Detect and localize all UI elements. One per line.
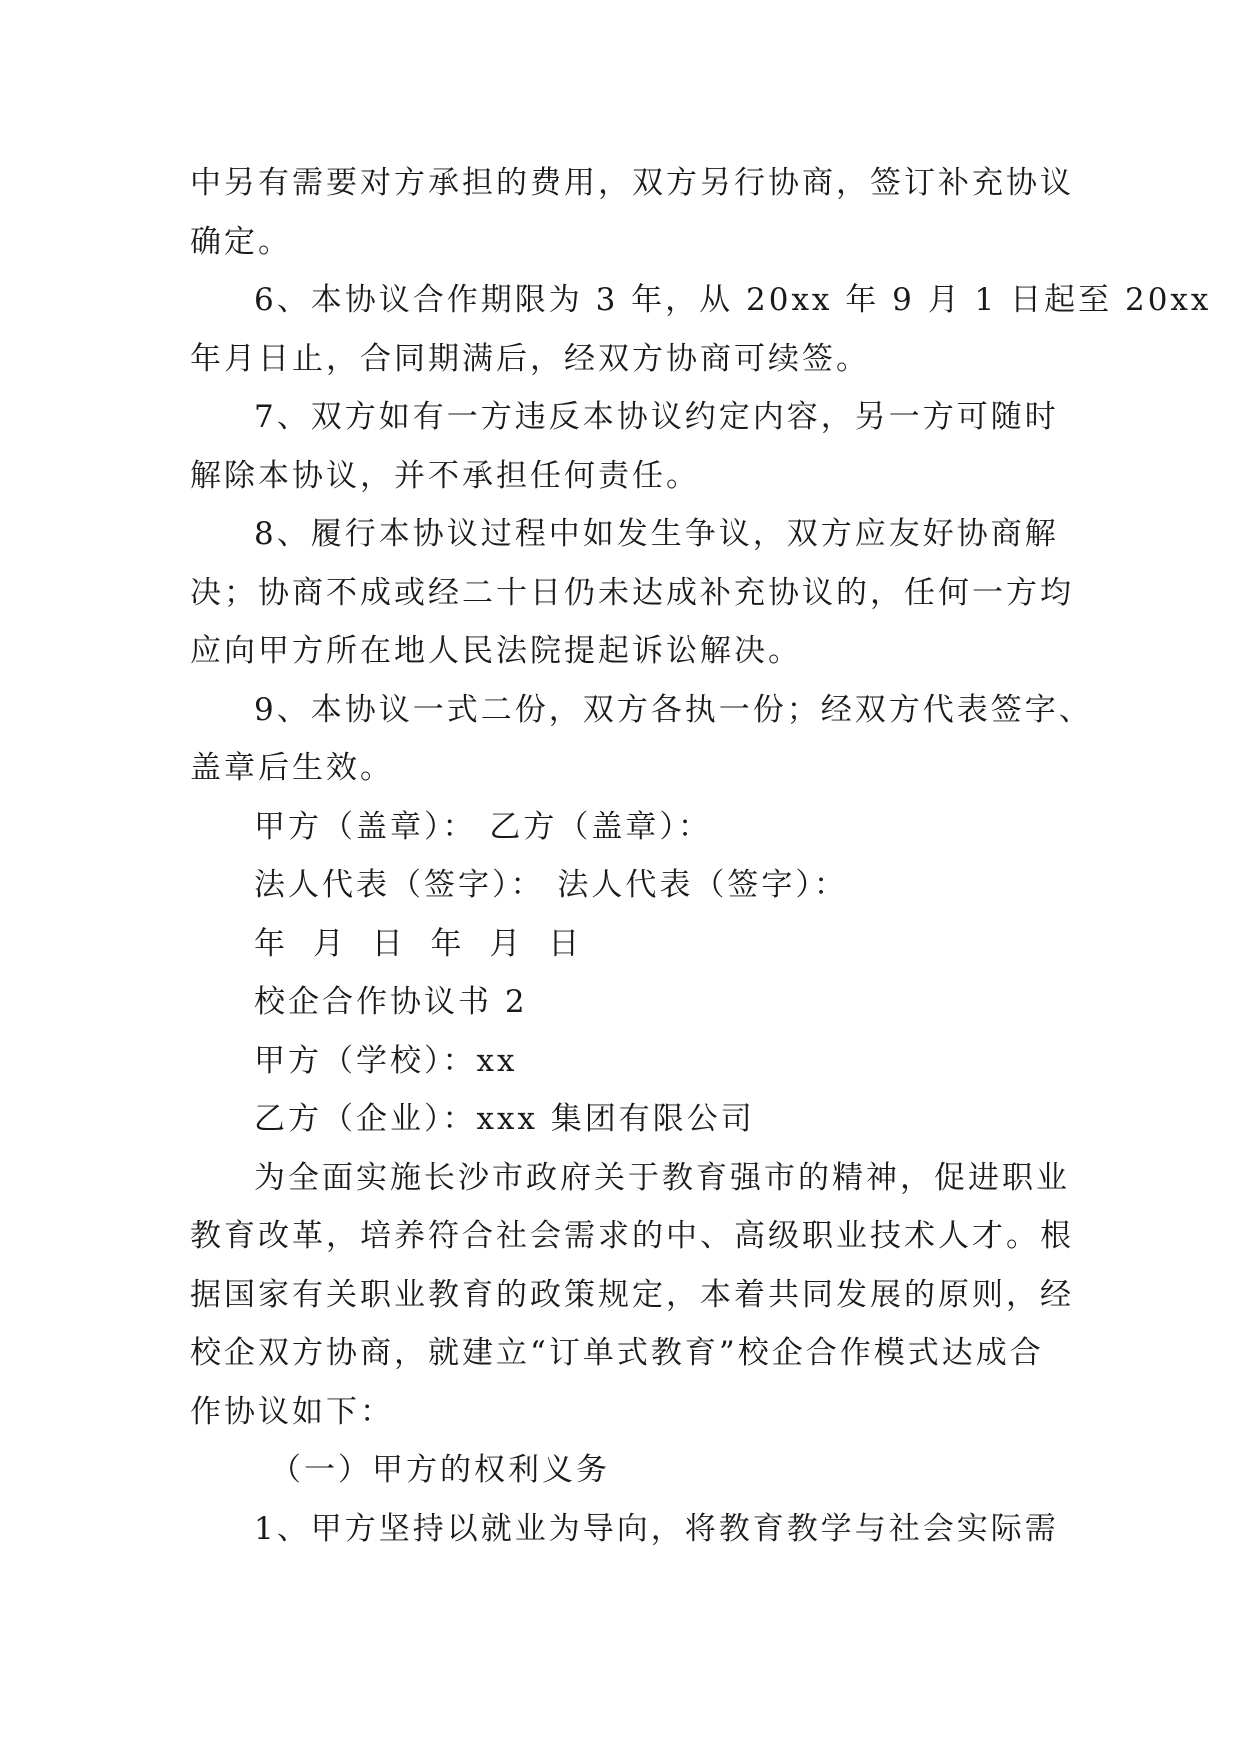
- document-body: [190, 154, 1212, 1558]
- clause-1: 1、甲方坚持以就业为导向，将教育教学与社会实际需: [254, 1510, 1059, 1547]
- text-line: 中另有需要对方承担的费用，双方另行协商，签订补充协议: [190, 165, 1074, 201]
- text-line: 解除本协议，并不承担任何责任。: [190, 457, 700, 494]
- preamble: 为全面实施长沙市政府关于教育强市的精神，促进职业: [254, 1159, 1070, 1196]
- clause-8: 8、履行本协议过程中如发生争议，双方应友好协商解: [254, 516, 1059, 552]
- text-line: 作协议如下：: [190, 1393, 394, 1430]
- signature-line: 法人代表（签字）： 法人代表（签字）：: [254, 867, 848, 903]
- party-a: 甲方（学校）：xx: [254, 1042, 518, 1079]
- section-title: 校企合作协议书 2: [254, 984, 528, 1020]
- text-line: 教育改革，培养符合社会需求的中、高级职业技术人才。根: [190, 1218, 1074, 1254]
- text-line: 盖章后生效。: [190, 750, 394, 786]
- text-line: 应向甲方所在地人民法院提起诉讼解决。: [190, 633, 802, 669]
- subsection-heading: （一）甲方的权利义务: [270, 1452, 610, 1488]
- clause-9: 9、本协议一式二份，双方各执一份；经双方代表签字、: [254, 691, 1093, 728]
- date-line: 年 月 日 年 月 日: [254, 925, 583, 962]
- clause-7: 7、双方如有一方违反本协议约定内容，另一方可随时: [254, 399, 1059, 435]
- text-line: 决；协商不成或经二十日仍未达成补充协议的，任何一方均: [190, 574, 1074, 611]
- seal-line: 甲方（盖章）： 乙方（盖章）：: [254, 808, 712, 845]
- text-line: 校企双方协商，就建立“订单式教育”校企合作模式达成合: [190, 1335, 1044, 1371]
- text-line: 确定。: [190, 223, 292, 260]
- clause-6: 6、本协议合作期限为 3 年，从 20xx 年 9 月 1 日起至 20xx: [254, 282, 1212, 318]
- party-b: 乙方（企业）：xxx 集团有限公司: [254, 1101, 755, 1137]
- text-line: 年月日止，合同期满后，经双方协商可续签。: [190, 340, 870, 377]
- text-line: 据国家有关职业教育的政策规定，本着共同发展的原则，经: [190, 1276, 1074, 1313]
